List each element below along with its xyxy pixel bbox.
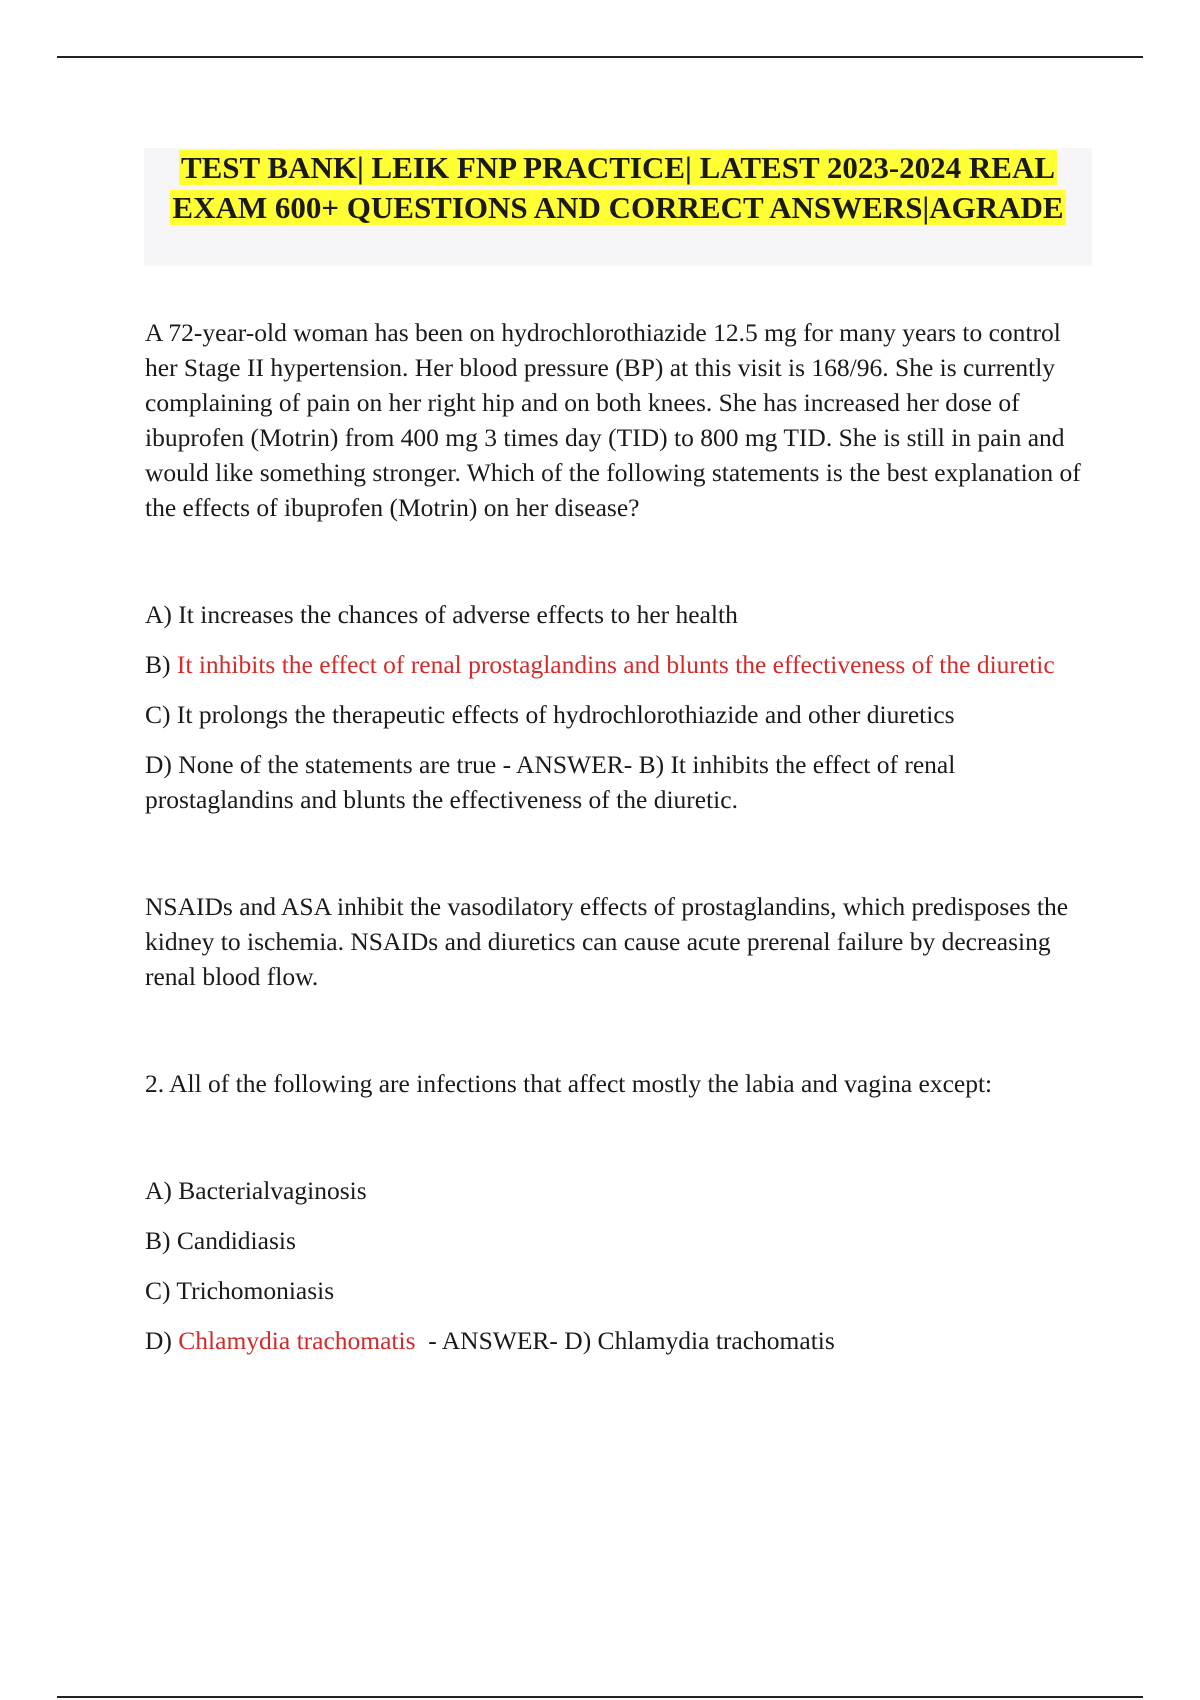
question-1-text: A 72-year-old woman has been on hydrochlorothiazide 12.5 mg for many years to control her Stage II hypertension. Her blood pressure (BP) at this visit is 168/96. She is currently complaining of pain on her right hip and on both knees. She has increased her dose of ibuprofen (Motrin) from 400 mg 3 times day (TID) to 800 mg TID. She is still in pain and would like something stronger. Which of the following statements is the best explanation of the effects of ibuprofen (Motrin) on her disease? [145,318,1081,522]
option-d-answer-key: - ANSWER- D) Chlamydia trachomatis [415,1326,835,1355]
question-1-option-d: D) None of the statements are true - ANSWER- B) It inhibits the effect of renal prostaglandins and blunts the effectiveness of the diuretic. [145,750,956,814]
question-1-rationale: NSAIDs and ASA inhibit the vasodilatory effects of prostaglandins, which predisposes the kidney to ischemia. NSAIDs and diuretics can cause acute prerenal failure by decreasing renal blood flow. [145,892,1069,991]
option-d-answer-text: Chlamydia trachomatis [178,1326,416,1355]
question-2-option-b: B) Candidiasis [145,1226,296,1255]
question-2-option-c: C) Trichomoniasis [145,1276,335,1305]
option-b-prefix: B) [145,650,177,679]
title-block [144,148,1092,266]
document-body [145,315,1095,1373]
question-1-option-a: A) It increases the chances of adverse effects to her health [145,600,738,629]
option-b-answer-text: It inhibits the effect of renal prostaglandins and blunts the effectiveness of the diuretic [176,650,1055,679]
question-1-option-c: C) It prolongs the therapeutic effects of hydrochlorothiazide and other diuretics [145,700,955,729]
question-1-option-b [145,647,1095,682]
title-line-1: TEST BANK| LEIK FNP PRACTICE| LATEST 2023-2024 REAL [180,150,1056,185]
question-2-option-d [145,1323,1095,1358]
document-title [144,148,1092,228]
option-d-prefix: D) [145,1326,179,1355]
bottom-rule [57,1696,1143,1698]
title-line-2: EXAM 600+ QUESTIONS AND CORRECT ANSWERS|AGRADE [172,190,1064,225]
question-2-option-a: A) Bacterialvaginosis [145,1176,367,1205]
question-2-text: 2. All of the following are infections that affect mostly the labia and vagina except: [145,1069,993,1098]
top-rule [57,56,1143,58]
